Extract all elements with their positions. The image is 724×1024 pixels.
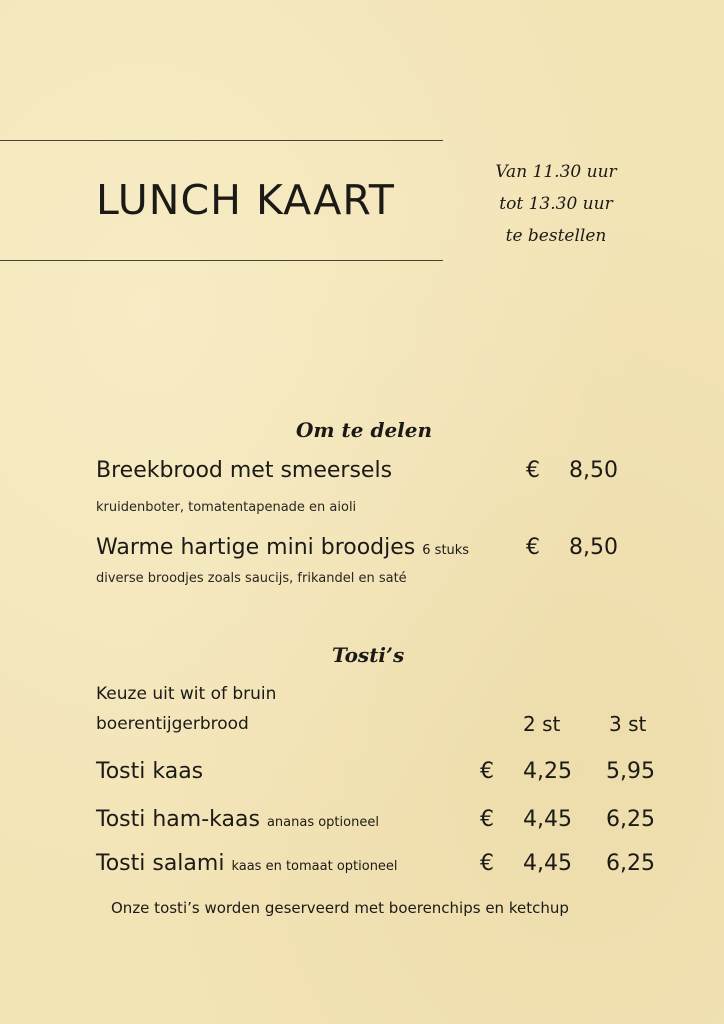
page-title: LUNCH KAART xyxy=(96,176,395,224)
share-item-currency: € xyxy=(526,535,540,560)
tosti-item-price-3st: 5,95 xyxy=(606,759,655,784)
tosti-bread-note: boerentijgerbrood xyxy=(96,714,249,734)
tosti-footer-note: Onze tosti’s worden geserveerd met boerenchips en ketchup xyxy=(111,899,569,917)
hours-line-3: te bestellen xyxy=(505,226,607,246)
share-item-name: Warme hartige mini broodjes 6 stuks xyxy=(96,535,470,560)
tosti-item-note: ananas optioneel xyxy=(266,815,379,830)
bottom-rule xyxy=(0,260,443,261)
tosti-item-price-2st: 4,25 xyxy=(523,759,572,784)
tosti-item-price-3st: 6,25 xyxy=(606,851,655,876)
tosti-item-name: Tosti salami kaas en tomaat optioneel xyxy=(96,851,398,876)
share-item-currency: € xyxy=(526,458,540,483)
share-item-name: Breekbrood met smeersels xyxy=(96,458,393,483)
section-heading-share: Om te delen xyxy=(296,418,433,442)
share-item-note: 6 stuks xyxy=(422,543,470,558)
top-rule xyxy=(0,140,443,141)
tosti-item-note: kaas en tomaat optioneel xyxy=(231,859,398,874)
section-heading-tostis: Tosti’s xyxy=(332,643,405,667)
tosti-item-price-2st: 4,45 xyxy=(523,807,572,832)
tosti-item-price-2st: 4,45 xyxy=(523,851,572,876)
share-item-description: diverse broodjes zoals saucijs, frikandel en saté xyxy=(96,571,407,586)
tosti-bread-note: Keuze uit wit of bruin xyxy=(96,684,277,704)
tosti-item-price-3st: 6,25 xyxy=(606,807,655,832)
tosti-item-currency: € xyxy=(480,759,494,784)
share-item-price: 8,50 xyxy=(569,458,618,483)
column-header-3st: 3 st xyxy=(609,712,647,736)
share-item-description: kruidenboter, tomatentapenade en aioli xyxy=(96,500,357,515)
hours-line-1: Van 11.30 uur xyxy=(495,162,617,182)
tosti-item-name: Tosti ham-kaas ananas optioneel xyxy=(96,807,379,832)
share-item-price: 8,50 xyxy=(569,535,618,560)
order-hours xyxy=(456,156,656,252)
hours-line-2: tot 13.30 uur xyxy=(499,194,613,214)
tosti-item-currency: € xyxy=(480,851,494,876)
tosti-item-name: Tosti kaas xyxy=(96,759,204,784)
tosti-item-currency: € xyxy=(480,807,494,832)
column-header-2st: 2 st xyxy=(523,712,561,736)
